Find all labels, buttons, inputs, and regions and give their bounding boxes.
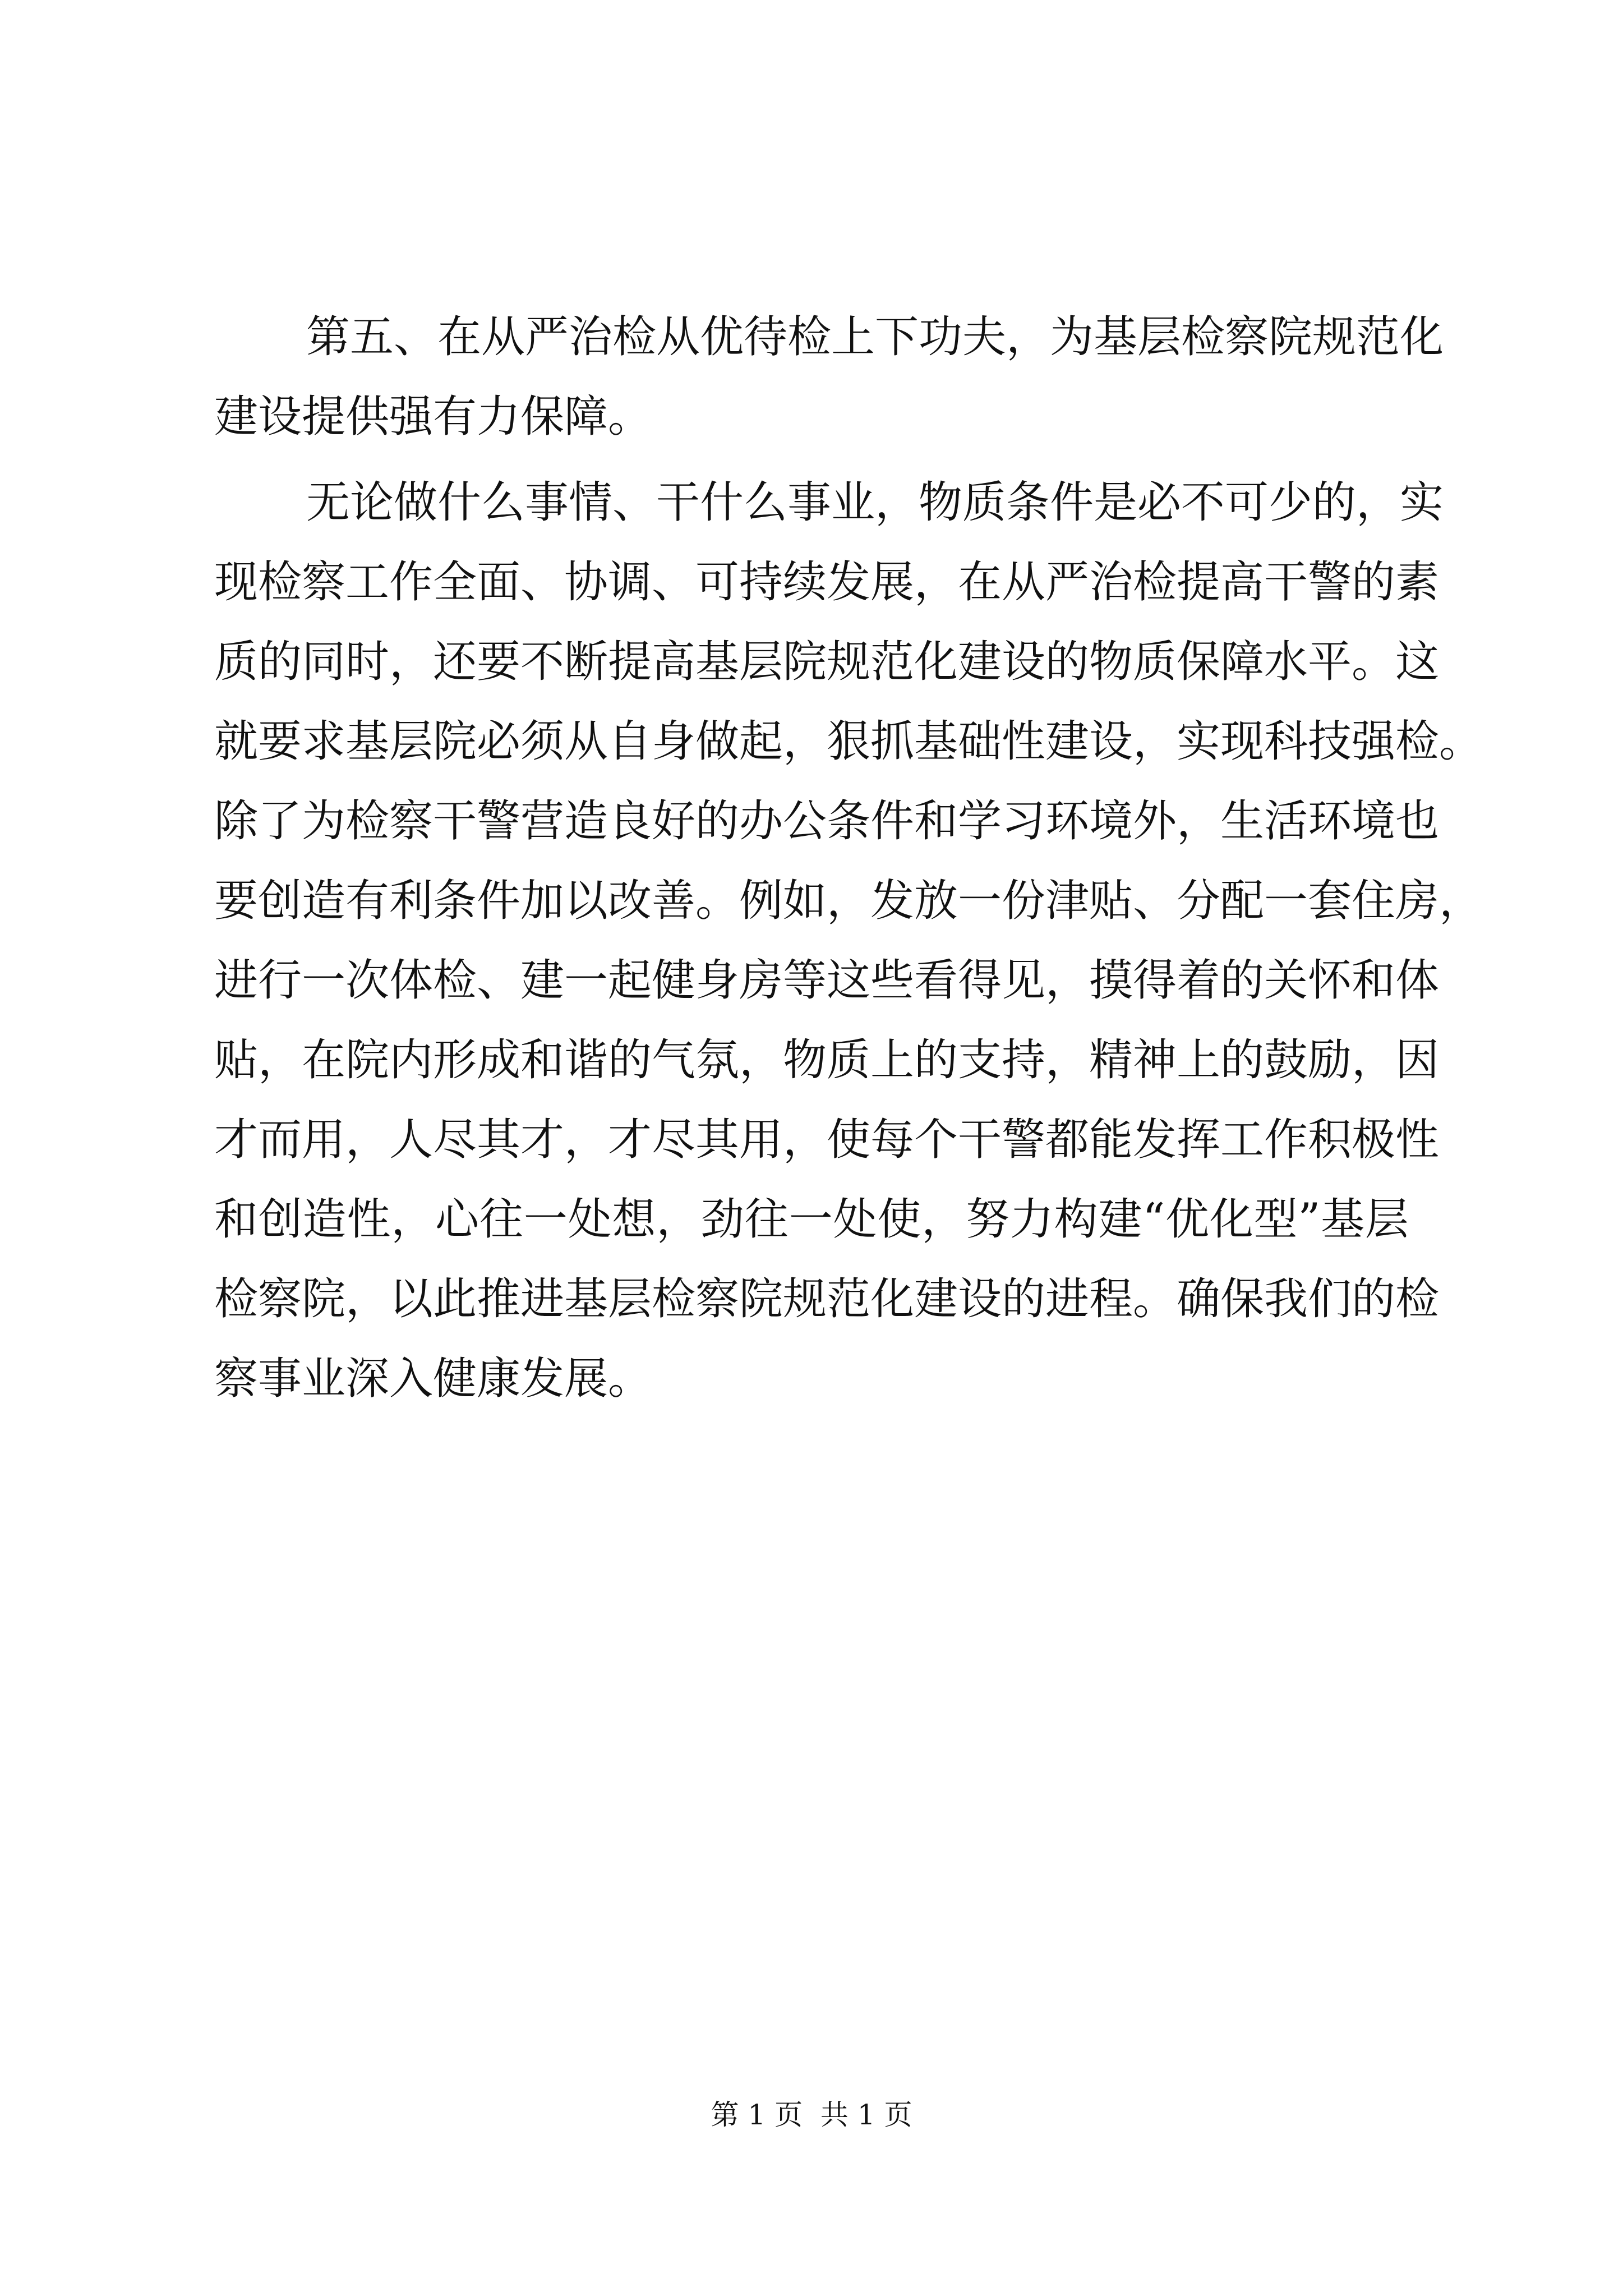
paragraph-line: 要创造有利条件加以改善。例如，发放一份津贴、分配一套住房， <box>214 876 1483 926</box>
paragraph-line: 才而用，人尽其才，才尽其用，使每个干警都能发挥工作积极性 <box>214 1115 1440 1165</box>
paragraph-line: 第五、在从严治检从优待检上下功夫，为基层检察院规范化 <box>306 312 1444 362</box>
page-footer <box>0 2095 1623 2134</box>
paragraph-line: 检察院，以此推进基层检察院规范化建设的进程。确保我们的检 <box>214 1274 1440 1324</box>
paragraph-line: 建设提供强有力保障。 <box>214 392 652 442</box>
paragraph-spacer <box>214 457 1409 463</box>
paragraph-line: 现检察工作全面、协调、可持续发展，在从严治检提高干警的素 <box>214 557 1440 608</box>
paragraph <box>214 297 1444 457</box>
paragraph-line: 进行一次体检、建一起健身房等这些看得见，摸得着的关怀和体 <box>214 955 1440 1006</box>
paragraph-line: 无论做什么事情、干什么事业，物质条件是必不可少的，实 <box>306 477 1444 528</box>
page-indicator: 第 1 页 共 1 页 <box>711 2099 912 2131</box>
paragraph-line: 就要求基层院必须从自身做起，狠抓基础性建设，实现科技强检。 <box>214 716 1483 767</box>
paragraph-line: 除了为检察干警营造良好的办公条件和学习环境外，生活环境也 <box>214 796 1440 846</box>
paragraph-line: 质的同时，还要不断提高基层院规范化建设的物质保障水平。这 <box>214 637 1440 687</box>
paragraph-line: 察事业深入健康发展。 <box>214 1354 652 1404</box>
paragraph-line: 贴，在院内形成和谐的气氛，物质上的支持，精神上的鼓励，因 <box>214 1035 1440 1085</box>
paragraph <box>214 463 1483 1419</box>
paragraph-line: 和创造性，心往一处想，劲往一处使，努力构建“优化型”基层 <box>214 1194 1409 1245</box>
document-body <box>214 297 1483 1419</box>
